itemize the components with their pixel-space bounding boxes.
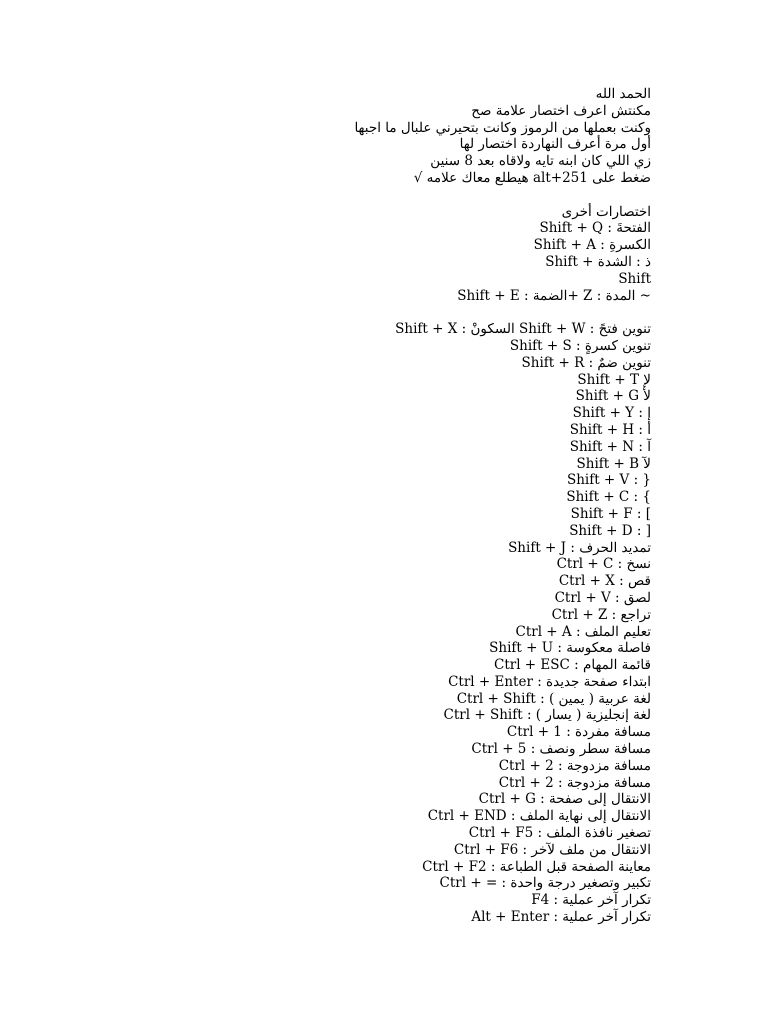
shortcut-line: Shift + R : تنوين ضمٌ xyxy=(521,354,651,371)
shortcut-line: Ctrl + ESC : قائمة المهام xyxy=(493,657,651,674)
shortcut-line: Shift + ذ : الشدة xyxy=(545,253,651,270)
blank-line xyxy=(91,304,651,321)
shortcut-line: Ctrl + X : قص xyxy=(558,573,651,590)
intro-line: وكنت بعملها من الرموز وكانت بتحيرني علبال ما اجبها xyxy=(354,119,651,136)
shortcut-line: Shift + H : أ xyxy=(569,421,651,438)
shortcut-line: Shift + J : تمديد الحرف xyxy=(508,539,651,556)
shortcut-line: Ctrl + = : تكبير وتصغير درجة واحدة xyxy=(439,875,651,892)
shortcut-line: Ctrl + C : نسخ xyxy=(556,556,651,573)
shortcut-line: Ctrl + 5 : مسافة سطر ونصف xyxy=(471,741,651,758)
shortcut-line: Ctrl + A : تعليم الملف xyxy=(515,623,651,640)
shortcut-line: Shift xyxy=(618,270,651,287)
shortcut-line: Shift + V : } xyxy=(566,472,651,489)
shortcut-line: Ctrl + F5 : تصغير نافذة الملف xyxy=(468,825,651,842)
section-title: اختصارات أخرى xyxy=(561,203,651,220)
shortcut-line: Ctrl + 1 : مسافة مفردة xyxy=(506,724,651,741)
shortcut-line: Shift + E : الضمة+ Z : المدة ~ xyxy=(457,287,651,304)
shortcut-line: Ctrl + V : لصق xyxy=(554,589,651,606)
shortcut-line: Shift + X : السكونْ Shift + W : تنوين فتحً xyxy=(395,321,651,338)
intro-line: الحمد الله xyxy=(595,86,651,102)
shortcut-line: Ctrl + 2 : مسافة مزدوجة xyxy=(498,774,651,791)
shortcut-line: Ctrl + END : الانتقال إلى نهاية الملف xyxy=(427,808,651,825)
shortcut-line: Shift + Q : الفتحةَ xyxy=(539,220,651,237)
shortcut-line: Shift + B لآ xyxy=(576,455,651,472)
shortcut-line: Ctrl + Enter : ابتداء صفحة جديدة xyxy=(448,673,651,690)
shortcut-line: Shift + S : تنوين كسرةٍ xyxy=(509,337,651,354)
shortcut-line: Alt + Enter : تكرار آخر عملية xyxy=(471,909,651,926)
shortcut-line: Ctrl + G : الانتقال إلى صفحة xyxy=(478,791,651,808)
shortcut-line: Shift + A : الكسرةِ xyxy=(533,237,651,254)
shortcut-line: Shift + C : { xyxy=(566,489,651,506)
shortcut-line: Shift + F : [ xyxy=(570,505,651,522)
shortcut-line: Ctrl + Shift : لغة عربية ( يمين ) xyxy=(456,690,651,707)
intro-line: أول مرة أعرف النهاردة اختصار لها xyxy=(459,136,651,153)
shortcut-line: Ctrl + 2 : مسافة مزدوجة xyxy=(498,757,651,774)
shortcut-line: Shift + D : ] xyxy=(569,522,651,539)
shortcut-line: Ctrl + F2 : معاينة الصفحة قبل الطباعة xyxy=(422,858,651,875)
shortcut-line: Shift + T لإ xyxy=(577,371,651,388)
shortcut-line: Ctrl + Z : تراجع xyxy=(551,606,651,623)
shortcut-line: Shift + G لأ xyxy=(575,388,651,405)
shortcut-line: F4 : تكرار آخر عملية xyxy=(531,892,651,909)
document-body xyxy=(91,86,651,926)
shortcut-line: Shift + U : فاصلة معكوسة xyxy=(489,640,651,657)
blank-line xyxy=(91,187,651,204)
shortcut-line: Shift + N : آ xyxy=(569,438,651,455)
shortcut-line: Ctrl + F6 : الانتقال من ملف لآخر xyxy=(453,841,651,858)
shortcut-line: Ctrl + Shift : لغة إنجليزية ( يسار ) xyxy=(443,707,651,724)
intro-line: مكنتش اعرف اختصار علامة صح xyxy=(471,102,651,119)
intro-line: زي اللي كان ابنه تايه ولاقاه بعد 8 سنين xyxy=(430,153,651,170)
intro-line: ضغط على alt+251 هيطلع معاك علامه √ xyxy=(413,169,651,186)
shortcut-line: Shift + Y : إ xyxy=(572,405,651,422)
